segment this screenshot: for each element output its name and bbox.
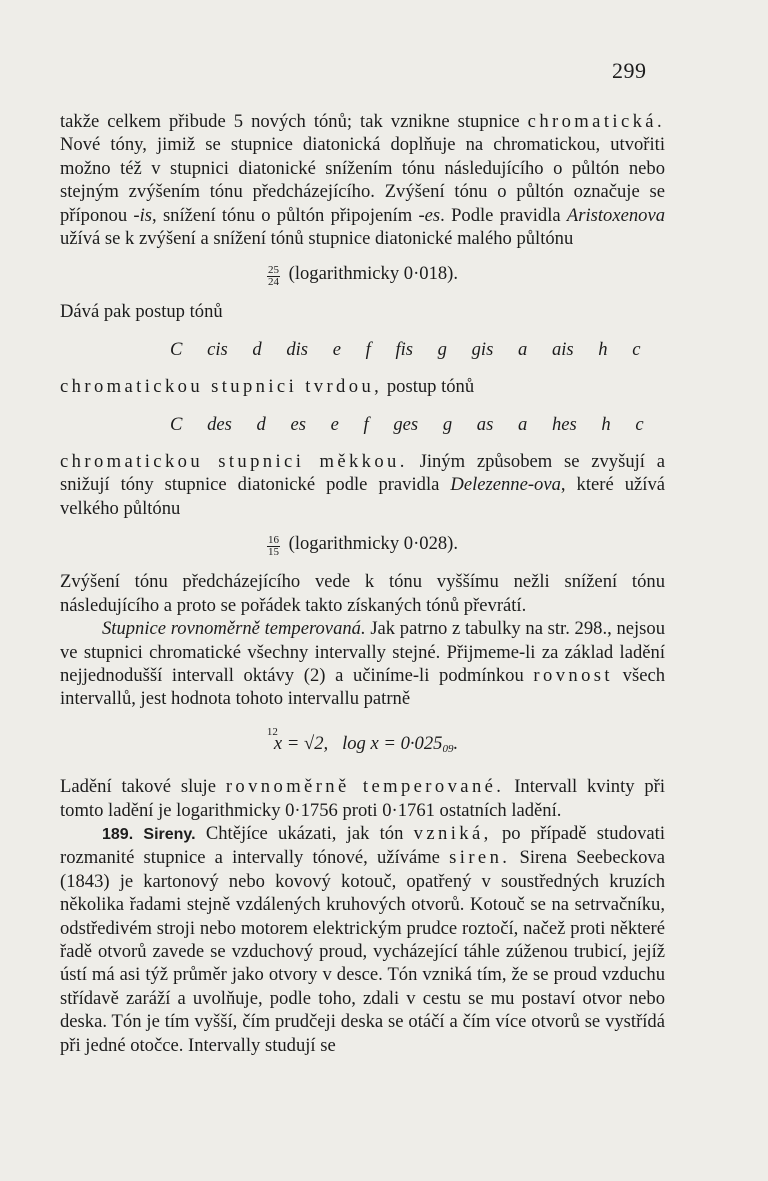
fraction bbox=[267, 265, 280, 288]
note: c bbox=[632, 338, 641, 360]
spaced-term: rovnost bbox=[533, 664, 613, 686]
spaced-term: chromatická. bbox=[527, 111, 666, 132]
note: e bbox=[332, 338, 341, 360]
note: es bbox=[290, 413, 306, 435]
formula-subscript: 09 bbox=[442, 742, 454, 755]
note: g bbox=[442, 413, 453, 435]
note: C bbox=[170, 413, 183, 435]
spaced-term: chromatickou stupnici tvrdou, bbox=[60, 376, 383, 398]
fraction-denominator: 15 bbox=[267, 546, 279, 559]
formula-root bbox=[60, 721, 665, 761]
text: po případě studovati rozmanité stupnice a intervally tónové, užíváme bbox=[60, 822, 665, 869]
text: , snížení tónu o půltón připojením bbox=[152, 204, 413, 226]
suffix-es: -es bbox=[418, 204, 441, 226]
fraction-numerator: 16 bbox=[267, 534, 279, 547]
note: d bbox=[252, 338, 262, 360]
fraction-denominator: 24 bbox=[267, 276, 279, 289]
italic-heading: Stupnice rovnoměrně temperovaná. bbox=[102, 618, 366, 640]
text: Sirena Seebeckova (1843) je kartonový nebo kovový kotouč, opatřený v soustředných kruzích několika řadami stejně vzdálených kruhových otvorů. Kotouč se na setrvačníku, odstředivém stroji nebo motorem elektrickým prudce roztočí, načež proti některé řadě otvorů zavede se vzduchový proud, vycházející táhle zúženou trubicí, jejíž ústí má asi týž průměr jako otvory v desce. Tón vzniká tím, že se proud vzduchu střídavě zaráží a uvolňuje, podle toho, zdali v cestu se mu postaví otvor nebo deska. Tón je tím vyšší, čím prudčeji deska se otáčí a čím více otvorů se vystřídá při jedné otočce. Intervally studují se bbox=[60, 847, 665, 1056]
text: takže celkem přibude 5 nových tónů; tak vznikne stupnice bbox=[60, 111, 520, 132]
section-189-sirens bbox=[60, 822, 665, 1057]
note: g bbox=[437, 338, 447, 360]
note: h bbox=[601, 413, 611, 435]
note: c bbox=[635, 413, 644, 435]
formula-end: . bbox=[453, 732, 459, 754]
text: Jiným způsobem se zvyšují a snižují tóny stupnice diatonické podle pravidla bbox=[60, 451, 665, 496]
scale-flat bbox=[170, 413, 665, 436]
text: postup tónů bbox=[386, 376, 475, 398]
page-body bbox=[60, 110, 665, 1057]
text: užívá se k zvýšení a snížení tónů stupnice diatonické malého půltónu bbox=[60, 228, 574, 250]
formula-lhs: x = √2, bbox=[273, 732, 329, 754]
note: a bbox=[517, 413, 528, 435]
text: Nové tóny, jimiž se stupnice diatonická doplňuje na chromatickou, utvořiti možno též v stupnici diatonické snížením tónu následujícího o půltón nebo stejným zvýšením tónu předcházejícího. Zvýšení tónu o půltón označuje se příponou bbox=[60, 134, 665, 226]
formula-small-semitone bbox=[60, 262, 665, 288]
note: fis bbox=[395, 338, 414, 360]
section-title: Sireny. bbox=[143, 825, 196, 843]
paragraph-order: Zvýšení tónu předcházejícího vede k tónu vyššímu nežli snížení tónu následujícího a proto se pořádek takto získaných tónů převrátí. bbox=[60, 571, 665, 616]
note: d bbox=[256, 413, 266, 435]
paragraph-tempered bbox=[60, 775, 665, 822]
text: . Podle pravidla bbox=[440, 204, 561, 226]
suffix-is: -is bbox=[133, 204, 153, 226]
spaced-term: rovnoměrně temperované. bbox=[225, 776, 505, 798]
formula-text: (logarithmicky 0·028). bbox=[288, 533, 459, 555]
paragraph-chromatic-minor bbox=[60, 450, 665, 520]
note: gis bbox=[471, 338, 494, 360]
note: dis bbox=[286, 338, 309, 360]
note: ais bbox=[551, 338, 574, 360]
note: f bbox=[363, 413, 369, 435]
text: Jak patrno z tabulky na str. 298., nejsou ve stupnici chromatické všechny intervally stejné. Přijmeme-li za základ ladění nejjednodušší intervall oktávy (2) a učiníme-li podmínkou bbox=[60, 618, 665, 686]
note: h bbox=[598, 338, 608, 360]
root-index: 12 bbox=[266, 725, 278, 738]
spaced-term: chromatickou stupnici měkkou. bbox=[60, 451, 408, 473]
note: e bbox=[330, 413, 339, 435]
section-number: 189. bbox=[102, 825, 134, 843]
note: des bbox=[207, 413, 232, 435]
paragraph-chromatic-intro bbox=[60, 110, 665, 250]
spaced-term: vzniká, bbox=[413, 822, 492, 844]
line-chromatic-major bbox=[60, 375, 665, 398]
name-delezenne: Delezenne-ova bbox=[450, 474, 561, 496]
page-number: 299 bbox=[612, 58, 647, 83]
scale-sharp bbox=[170, 338, 665, 361]
text: , které užívá velkého půltónu bbox=[60, 474, 665, 519]
line-postup: Dává pak postup tónů bbox=[60, 301, 223, 323]
paragraph-equal-temperament bbox=[60, 617, 665, 711]
formula-log: log x = 0·025 bbox=[342, 732, 443, 754]
note: C bbox=[170, 338, 183, 360]
text: Ladění takové sluje bbox=[60, 776, 216, 798]
spaced-term: siren. bbox=[449, 847, 511, 869]
note: ges bbox=[393, 413, 419, 435]
fraction bbox=[267, 535, 280, 558]
note: hes bbox=[551, 413, 577, 435]
name-aristoxenus: Aristoxenova bbox=[566, 204, 665, 226]
formula-text: (logarithmicky 0·018). bbox=[288, 263, 459, 285]
note: cis bbox=[207, 338, 228, 360]
text: Intervall kvinty při tomto ladění je logarithmicky 0·1756 proti 0·1761 ostatních ladění. bbox=[60, 776, 666, 821]
formula-large-semitone bbox=[60, 532, 665, 558]
text: Chtějíce ukázati, jak tón bbox=[205, 822, 404, 844]
note: a bbox=[517, 338, 528, 360]
text: všech intervallů, jest hodnota tohoto intervallu patrně bbox=[60, 664, 665, 710]
note: as bbox=[476, 413, 494, 435]
note: f bbox=[365, 338, 371, 360]
fraction-numerator: 25 bbox=[267, 264, 279, 277]
